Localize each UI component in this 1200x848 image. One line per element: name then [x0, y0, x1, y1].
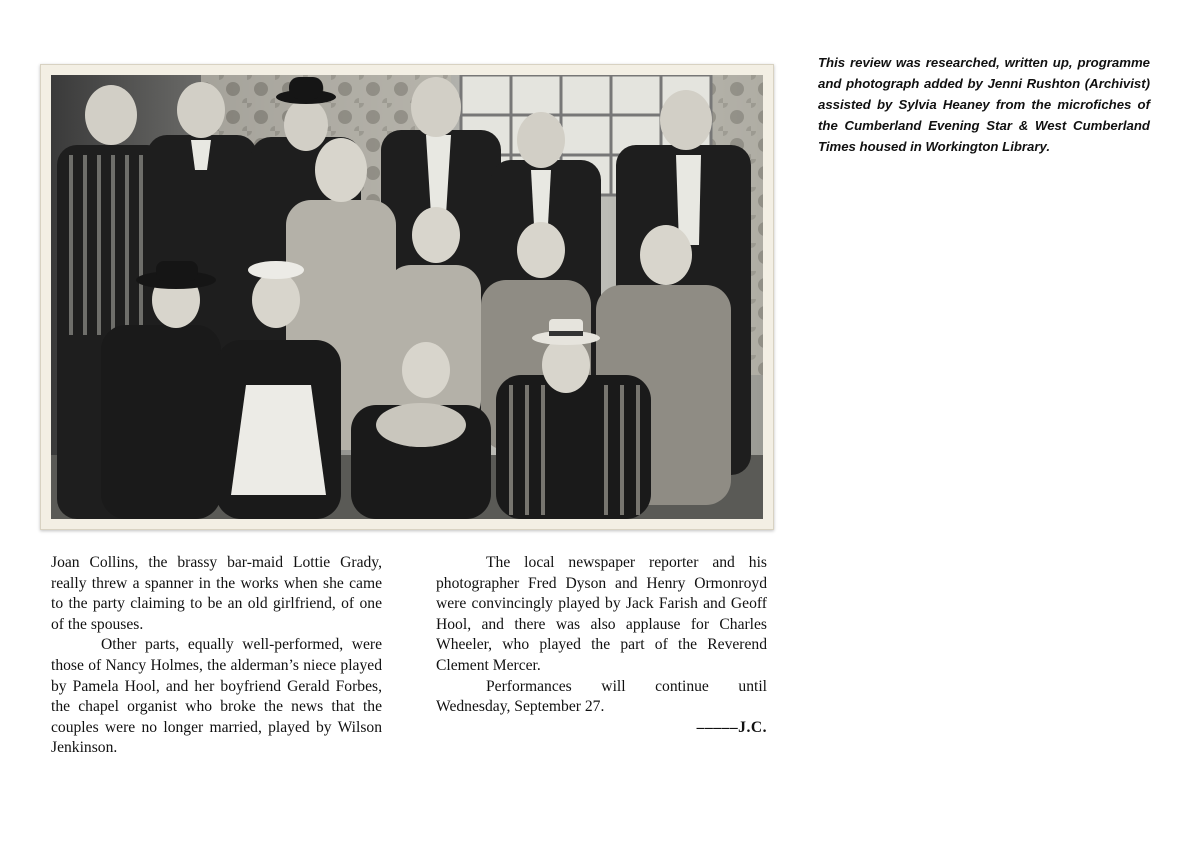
cast-photograph [51, 75, 763, 519]
author-signature: –––––J.C. [696, 718, 767, 736]
photo-frame [40, 64, 774, 530]
article-right-column [436, 553, 767, 738]
article-left-column [51, 553, 382, 759]
paragraph: Performances will continue until Wednesday, September 27. [436, 677, 767, 716]
paragraph: Other parts, equally well-performed, were those of Nancy Holmes, the alderman’s niece played by Pamela Hool, and her boyfriend Gerald Forbes, the chapel organist who broke the news that the couples were no longer married, played by Wilson Jenkinson. [51, 636, 382, 757]
paragraph: The local newspaper reporter and his photographer Fred Dyson and Henry Ormonroyd were convincingly played by Jack Farish and Geoff Hool, and there was also applause for Charles Wheeler, who played the part of the Reverend Clement Mercer. [436, 554, 767, 674]
archivist-note: This review was researched, written up, programme and photograph added by Jenni Rushton (Archivist) assisted by Sylvia Heaney from the microfiches of the Cumberland Evening Star & West Cumberland Times housed in Workington Library. [818, 55, 1150, 154]
paragraph: Joan Collins, the brassy bar-maid Lottie Grady, really threw a spanner in the works when she came to the party claiming to be an old girlfriend, of one of the spouses. [51, 554, 382, 633]
